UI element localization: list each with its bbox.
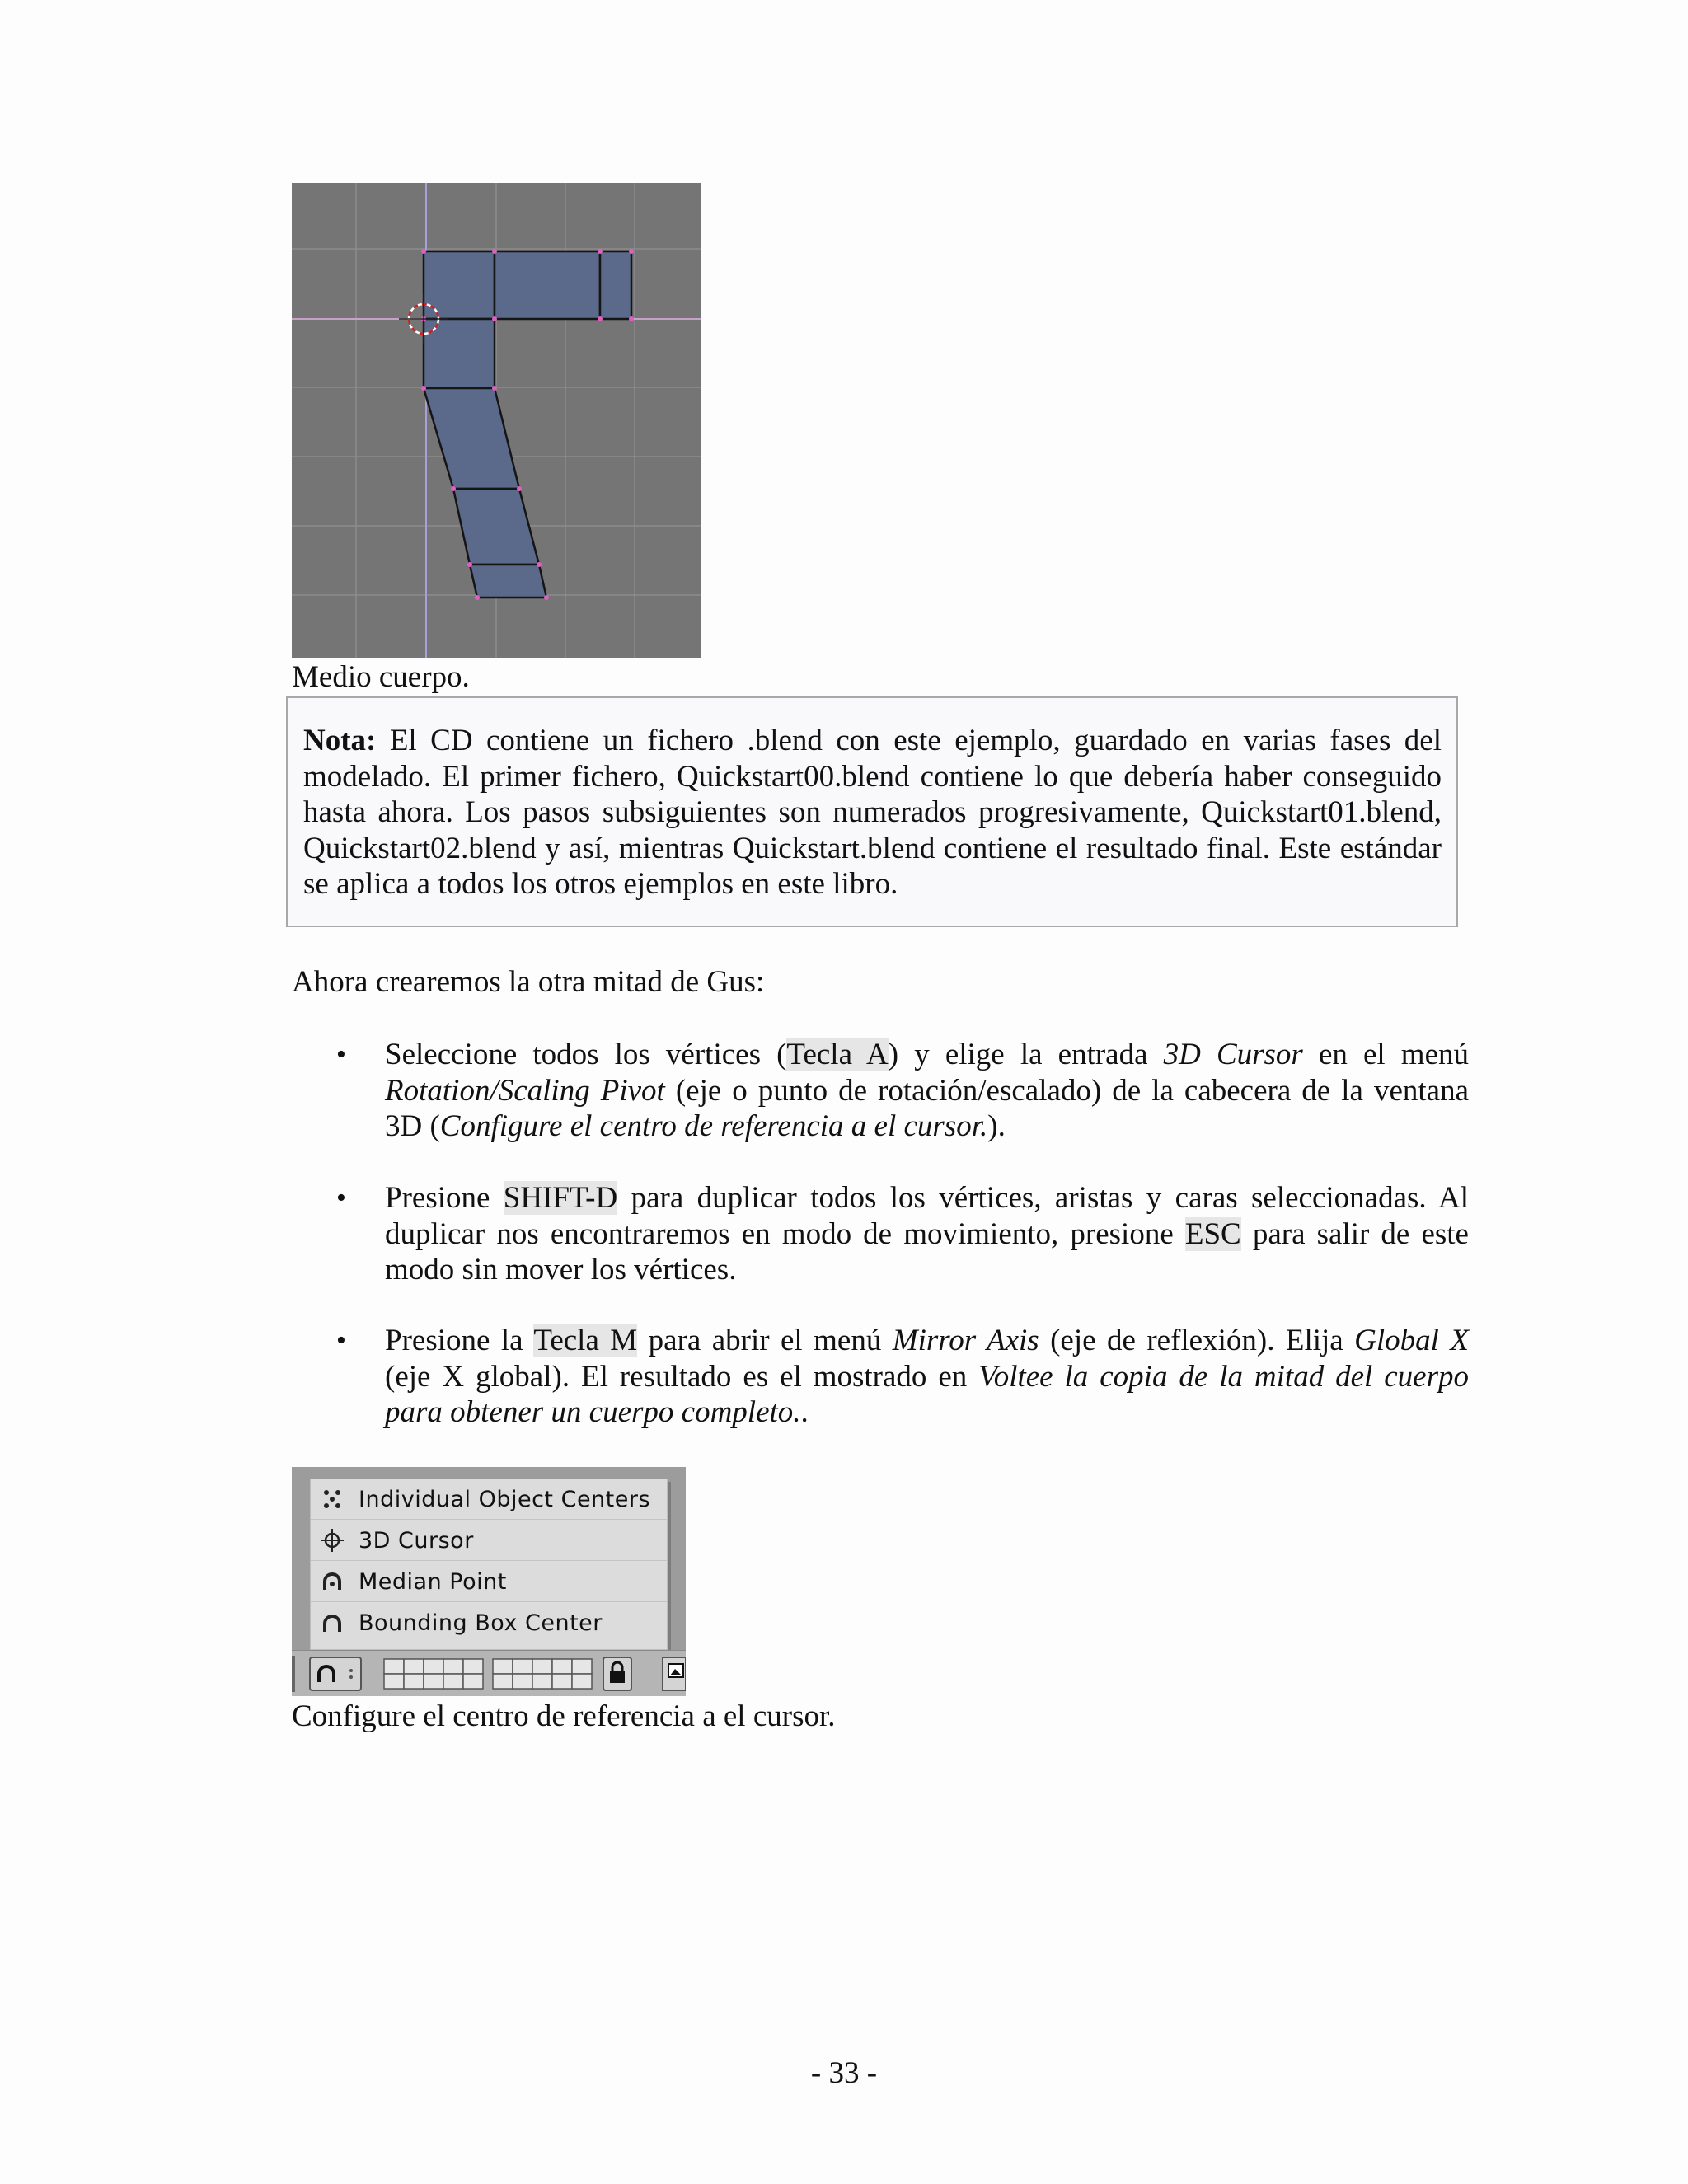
bullet-item-3: Presione la Tecla M para abrir el menú Mirror Axis (eje de reflexión). Elija Global X (eje X global). El resultado es el mostrado en Voltee la copia de la mitad del cuerpo para obtener un cuerpo completo..	[385, 1324, 1469, 1429]
note-label: Nota:	[303, 724, 377, 757]
key-shift-d: SHIFT-D	[503, 1181, 618, 1215]
lock-icon[interactable]	[603, 1657, 631, 1690]
bullet-marker: •	[336, 1325, 346, 1356]
note-box	[286, 696, 1458, 927]
individual-centers-icon	[321, 1488, 344, 1510]
bounding-box-icon	[321, 1612, 344, 1635]
page-number: - 33 -	[810, 2056, 878, 2090]
bullet-marker: •	[336, 1183, 346, 1213]
pivot-menu-screenshot	[292, 1467, 686, 1696]
cursor-crosshair-icon	[321, 1529, 344, 1552]
layer-buttons-group-2[interactable]	[493, 1659, 592, 1689]
pivot-dropdown-button[interactable]	[310, 1657, 361, 1690]
figure-caption-half-body: Medio cuerpo.	[292, 660, 470, 694]
rotation-scaling-pivot-menu	[310, 1479, 668, 1650]
menu-item-individual-object-centers[interactable]	[311, 1479, 667, 1520]
menu-item-bounding-box-center[interactable]	[311, 1603, 667, 1643]
viewport-screenshot	[292, 183, 701, 658]
key-tecla-m: Tecla M	[533, 1324, 638, 1357]
bullet-item-1: Seleccione todos los vértices (Tecla A) y elige la entrada 3D Cursor en el menú Rotation/Scaling Pivot (eje o punto de rotación/escalado) de la cabecera de la ventana 3D (Configure el centro de referencia a el cursor.).	[385, 1038, 1469, 1143]
3d-view-header-toolbar	[292, 1650, 686, 1696]
render-image-icon[interactable]	[663, 1657, 686, 1690]
figure-caption-pivot: Configure el centro de referencia a el cursor.	[292, 1699, 836, 1733]
layer-buttons-group-1[interactable]	[384, 1659, 483, 1689]
bullet-item-2: Presione SHIFT-D para duplicar todos los vértices, aristas y caras seleccionadas. Al duplicar nos encontraremos en modo de movimiento, presione ESC para salir de este modo sin mover los vértices.	[385, 1181, 1469, 1286]
key-esc: ESC	[1184, 1216, 1241, 1251]
menu-item-label: 3D Cursor	[359, 1527, 474, 1554]
menu-item-label: Median Point	[359, 1568, 507, 1595]
bullet-marker: •	[336, 1039, 346, 1070]
menu-item-label: Bounding Box Center	[359, 1610, 603, 1636]
menu-item-label: Individual Object Centers	[359, 1486, 651, 1512]
key-tecla-a: Tecla A	[786, 1038, 889, 1071]
intro-paragraph: Ahora crearemos la otra mitad de Gus:	[292, 965, 765, 999]
note-text: El CD contiene un fichero .blend con este ejemplo, guardado en varias fases del modelado. El primer fichero, Quickstart00.blend contiene lo que debería haber conseguido hasta ahora. Los pasos subsiguientes son numerados progresivamente, Quickstart01.blend, Quickstart02.blend y así, mientras Quickstart.blend contiene el resultado final. Este estándar se aplica a todos los otros ejemplos en este libro.	[303, 724, 1442, 901]
menu-item-median-point[interactable]	[311, 1562, 667, 1602]
menu-item-3d-cursor[interactable]	[311, 1521, 667, 1561]
half-body-mesh-image	[292, 183, 701, 658]
median-point-icon	[321, 1570, 344, 1593]
